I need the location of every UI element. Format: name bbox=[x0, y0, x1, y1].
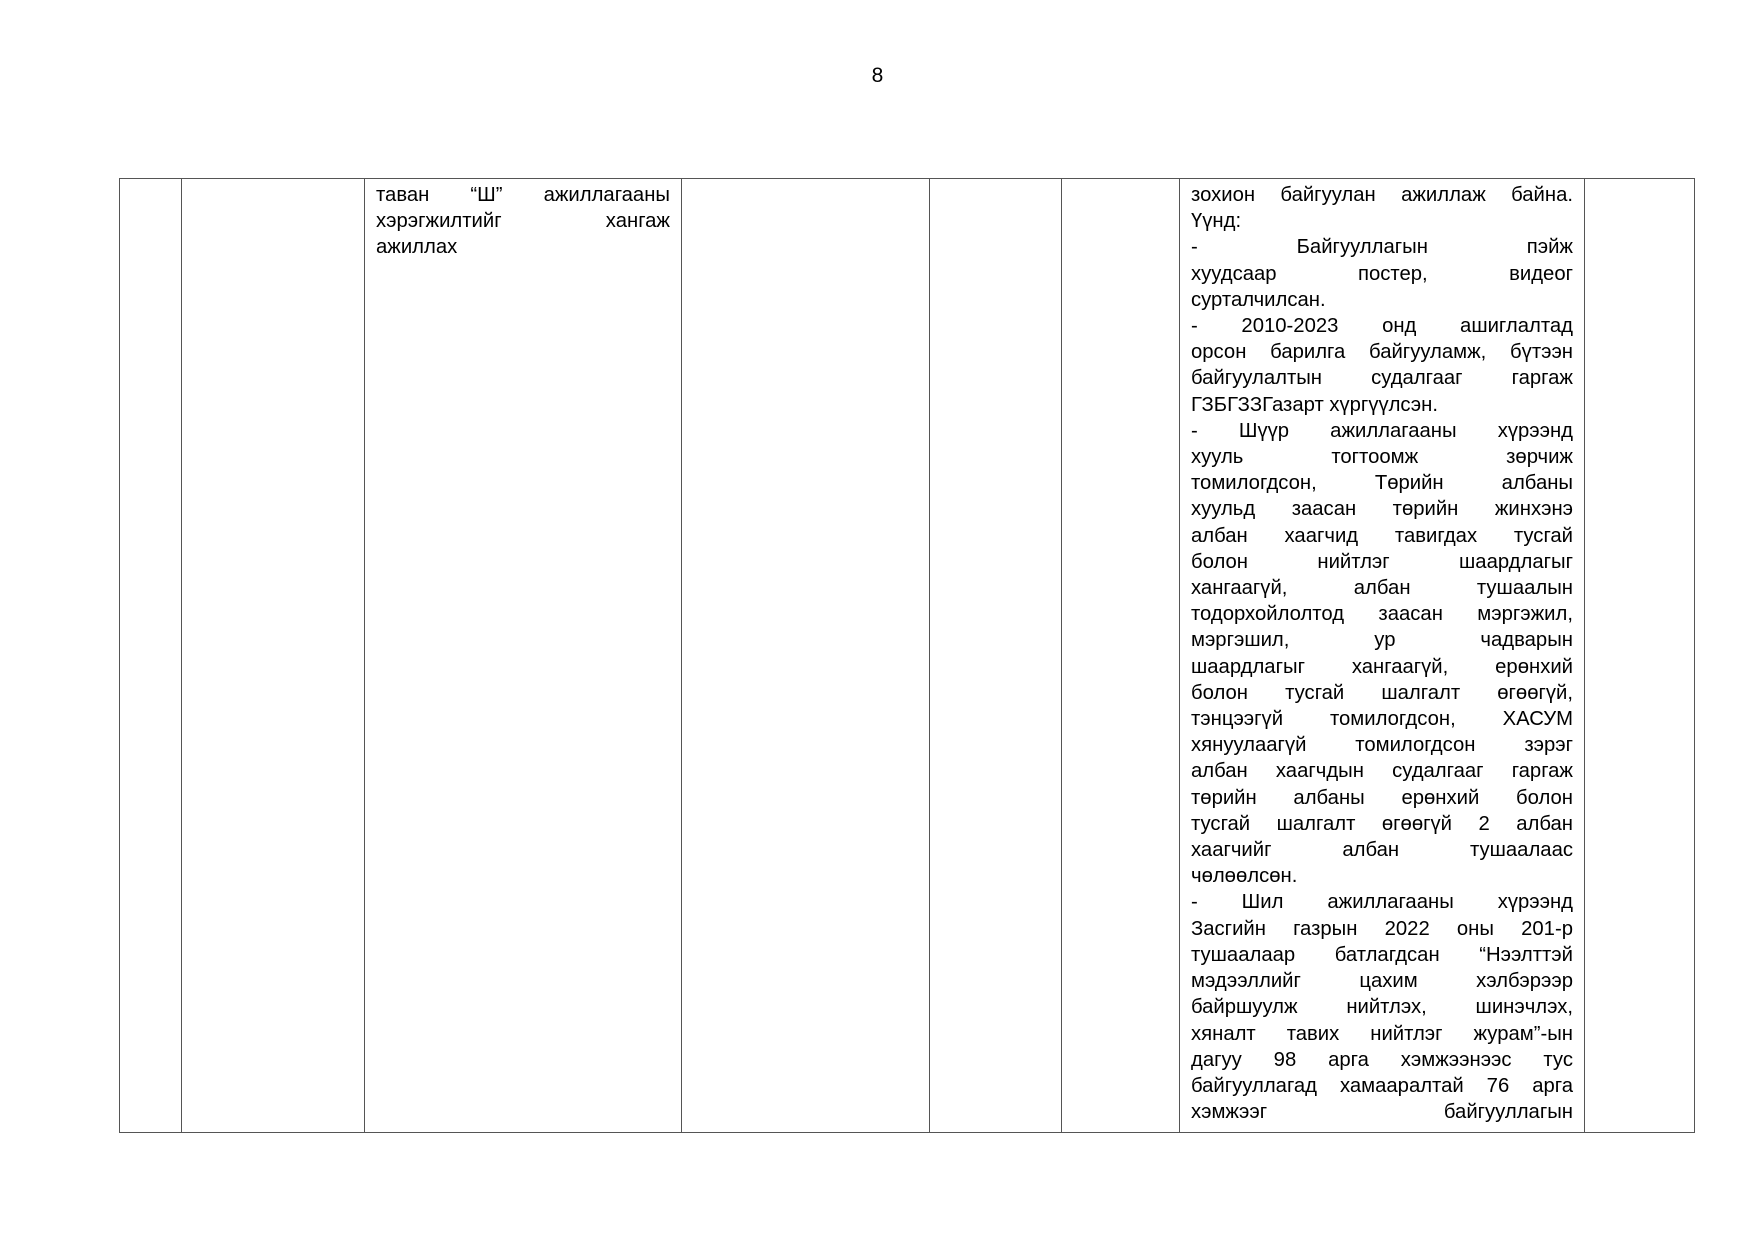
cell-col-5 bbox=[930, 179, 1062, 1133]
text-line: зохион байгуулан ажиллаж байна. bbox=[1191, 184, 1573, 206]
text-line: хэрэгжилтийг хангаж bbox=[376, 210, 670, 233]
text-line: тусгай шалгалт өгөөгүй 2 албан bbox=[1191, 812, 1573, 835]
text-line: хуудсаар постер, видеог bbox=[1191, 262, 1573, 285]
cell-col-4 bbox=[682, 179, 930, 1133]
text-line: Үүнд: bbox=[1191, 210, 1242, 233]
text-line: - 2010-2023 онд ашиглалтад bbox=[1191, 315, 1573, 338]
text-line: - Шүүр ажиллагааны хүрээнд bbox=[1191, 419, 1573, 442]
text-line: - Байгууллагын пэйж bbox=[1191, 236, 1573, 259]
text-line: шаардлагыг хангаагүй, ерөнхий bbox=[1191, 655, 1573, 678]
text-line: хянуулаагүй томилогдсон зэрэг bbox=[1191, 734, 1573, 757]
text-line: албан хаагчид тавигдах тусгай bbox=[1191, 524, 1573, 547]
text-line: дагуу 98 арга хэмжээнээс тус bbox=[1191, 1048, 1573, 1071]
text-line: Засгийн газрын 2022 оны 201-р bbox=[1191, 917, 1573, 940]
text-line: томилогдсон, Төрийн албаны bbox=[1191, 472, 1573, 495]
text-line: хуульд заасан төрийн жинхэнэ bbox=[1191, 498, 1573, 521]
text-line: ГЗБГЗЗГазарт хүргүүлсэн. bbox=[1191, 393, 1438, 416]
text-line: төрийн албаны ерөнхий болон bbox=[1191, 786, 1573, 809]
text-line: таван “Ш” ажиллагааны bbox=[376, 184, 670, 206]
text-line: хангаагүй, албан тушаалын bbox=[1191, 577, 1573, 600]
text-line: байгуулалтын судалгааг гаргаж bbox=[1191, 367, 1573, 390]
text-line: сурталчилсан. bbox=[1191, 288, 1326, 311]
cell-col-1 bbox=[120, 179, 182, 1133]
text-line: болон тусгай шалгалт өгөөгүй, bbox=[1191, 681, 1573, 704]
cell-col-2 bbox=[182, 179, 365, 1133]
text-line: ажиллах bbox=[376, 236, 458, 259]
text-line: хууль тогтоомж зөрчиж bbox=[1191, 446, 1573, 469]
text-line: чөлөөлсөн. bbox=[1191, 865, 1298, 888]
progress-text bbox=[1180, 179, 1584, 1125]
text-line: тодорхойлолтод заасан мэргэжил, bbox=[1191, 603, 1573, 626]
text-line: албан хаагчдын судалгааг гаргаж bbox=[1191, 760, 1573, 783]
text-line: орсон барилга байгууламж, бүтээн bbox=[1191, 341, 1573, 364]
text-line: тушаалаар батлагдсан “Нээлттэй bbox=[1191, 943, 1573, 966]
text-line: хаагчийг албан тушаалаас bbox=[1191, 839, 1573, 862]
table-row bbox=[120, 179, 1695, 1133]
text-line: болон нийтлэг шаардлагыг bbox=[1191, 550, 1573, 573]
text-line: байршуулж нийтлэх, шинэчлэх, bbox=[1191, 996, 1573, 1019]
cell-col-8 bbox=[1585, 179, 1695, 1133]
task-text bbox=[365, 179, 681, 261]
text-line: тэнцээгүй томилогдсон, ХАСУМ bbox=[1191, 708, 1573, 731]
text-line: мэргэшил, ур чадварын bbox=[1191, 629, 1573, 652]
text-line: мэдээллийг цахим хэлбэрээр bbox=[1191, 970, 1573, 993]
cell-col-7 bbox=[1180, 179, 1585, 1133]
cell-col-3 bbox=[365, 179, 682, 1133]
text-line: байгууллагад хамааралтай 76 арга bbox=[1191, 1074, 1573, 1097]
report-table bbox=[119, 178, 1695, 1133]
text-line: хэмжээг байгууллагын bbox=[1191, 1101, 1573, 1124]
page-number: 8 bbox=[871, 64, 884, 87]
cell-col-6 bbox=[1062, 179, 1180, 1133]
text-line: хяналт тавих нийтлэг журам”-ын bbox=[1191, 1022, 1573, 1045]
text-line: - Шил ажиллагааны хүрээнд bbox=[1191, 891, 1573, 914]
